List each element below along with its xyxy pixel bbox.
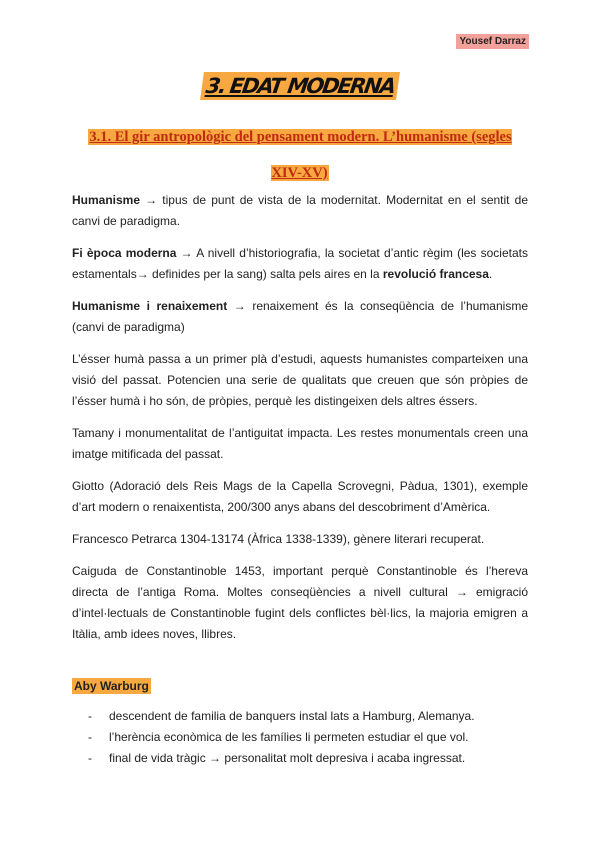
bullet-marker: - bbox=[88, 751, 92, 765]
list-item-text: l’herència econòmica de les famílies li permeten estudiar el que vol. bbox=[109, 730, 469, 744]
paragraph-bold: revolució francesa bbox=[382, 267, 489, 281]
paragraph bbox=[72, 476, 528, 518]
paragraph-text: Tamany i monumentalitat de l’antiguitat impacta. Les restes monumentals creen una imatge mitificada del passat. bbox=[72, 426, 528, 461]
bullet-marker: - bbox=[88, 709, 92, 723]
list-item-text: descendent de familia de banquers instal lats a Hamburg, Alemanya. bbox=[109, 709, 475, 723]
section-subtitle bbox=[72, 119, 528, 191]
paragraph-text: → tipus de punt de vista de la modernitat. Modernitat en el sentit de canvi de paradigma. bbox=[72, 193, 528, 228]
subtitle-text: 3.1. El gir antropològic del pensament modern. L’humanisme (segles XIV-XV) bbox=[89, 129, 512, 181]
paragraph bbox=[72, 529, 528, 550]
paragraph-text: . bbox=[488, 267, 493, 281]
paragraph bbox=[72, 561, 528, 645]
paragraph-text: → A nivell d’historiografia, la societat d’antic règim (les societats estamentals→ definides per la sang) salta pels aires en la bbox=[72, 246, 528, 281]
paragraph-text: → renaixement és la conseqüència de l’humanisme (canvi de paradigma) bbox=[72, 299, 528, 334]
paragraph-bold: Fi època moderna bbox=[72, 246, 177, 260]
title-container bbox=[0, 72, 600, 100]
page-title: 3. EDAT MODERNA bbox=[200, 72, 400, 100]
paragraph-text: Caiguda de Constantinoble 1453, important perquè Constantinoble és l’hereva directa de l’antiga Roma. Moltes conseqüències a nivell cultural → emigració d’intel·lectuals de Constantinoble fugint dels conflictes bèl·lics, la majoria emigren a Itàlia, amb idees noves, llibres. bbox=[72, 564, 528, 641]
list-item bbox=[88, 706, 528, 727]
body-text bbox=[72, 190, 528, 656]
author-name: Yousef Darraz bbox=[456, 34, 529, 49]
paragraph bbox=[72, 296, 528, 338]
list-item bbox=[88, 748, 528, 769]
paragraph-text: L’ésser humà passa a un primer plà d’estudi, aquests humanistes comparteixen una visió del passat. Potencien una serie de qualitats que creuen que són pròpies de l’ésser humà i ho són, de pròpies, perquè les distingeixen dels altres éssers. bbox=[72, 352, 528, 408]
paragraph bbox=[72, 349, 528, 412]
paragraph bbox=[72, 423, 528, 465]
list-item-text: final de vida tràgic → personalitat molt depresiva i acaba ingressat. bbox=[109, 751, 466, 765]
bullet-marker: - bbox=[88, 730, 92, 744]
list-item bbox=[88, 727, 528, 748]
bullet-list bbox=[88, 706, 528, 769]
paragraph bbox=[72, 243, 528, 285]
paragraph-text: Giotto (Adoració dels Reis Mags de la Capella Scrovegni, Pàdua, 1301), exemple d’art modern o renaixentista, 200/300 anys abans del descobriment d’Amèrica. bbox=[72, 479, 528, 514]
paragraph-bold: Humanisme bbox=[72, 193, 141, 207]
paragraph-bold: Humanisme i renaixement bbox=[72, 299, 228, 313]
section-heading: Aby Warburg bbox=[74, 679, 149, 693]
paragraph-text: Francesco Petrarca 1304-13174 (Àfrica 1338-1339), gènere literari recuperat. bbox=[72, 532, 485, 546]
paragraph bbox=[72, 190, 528, 232]
